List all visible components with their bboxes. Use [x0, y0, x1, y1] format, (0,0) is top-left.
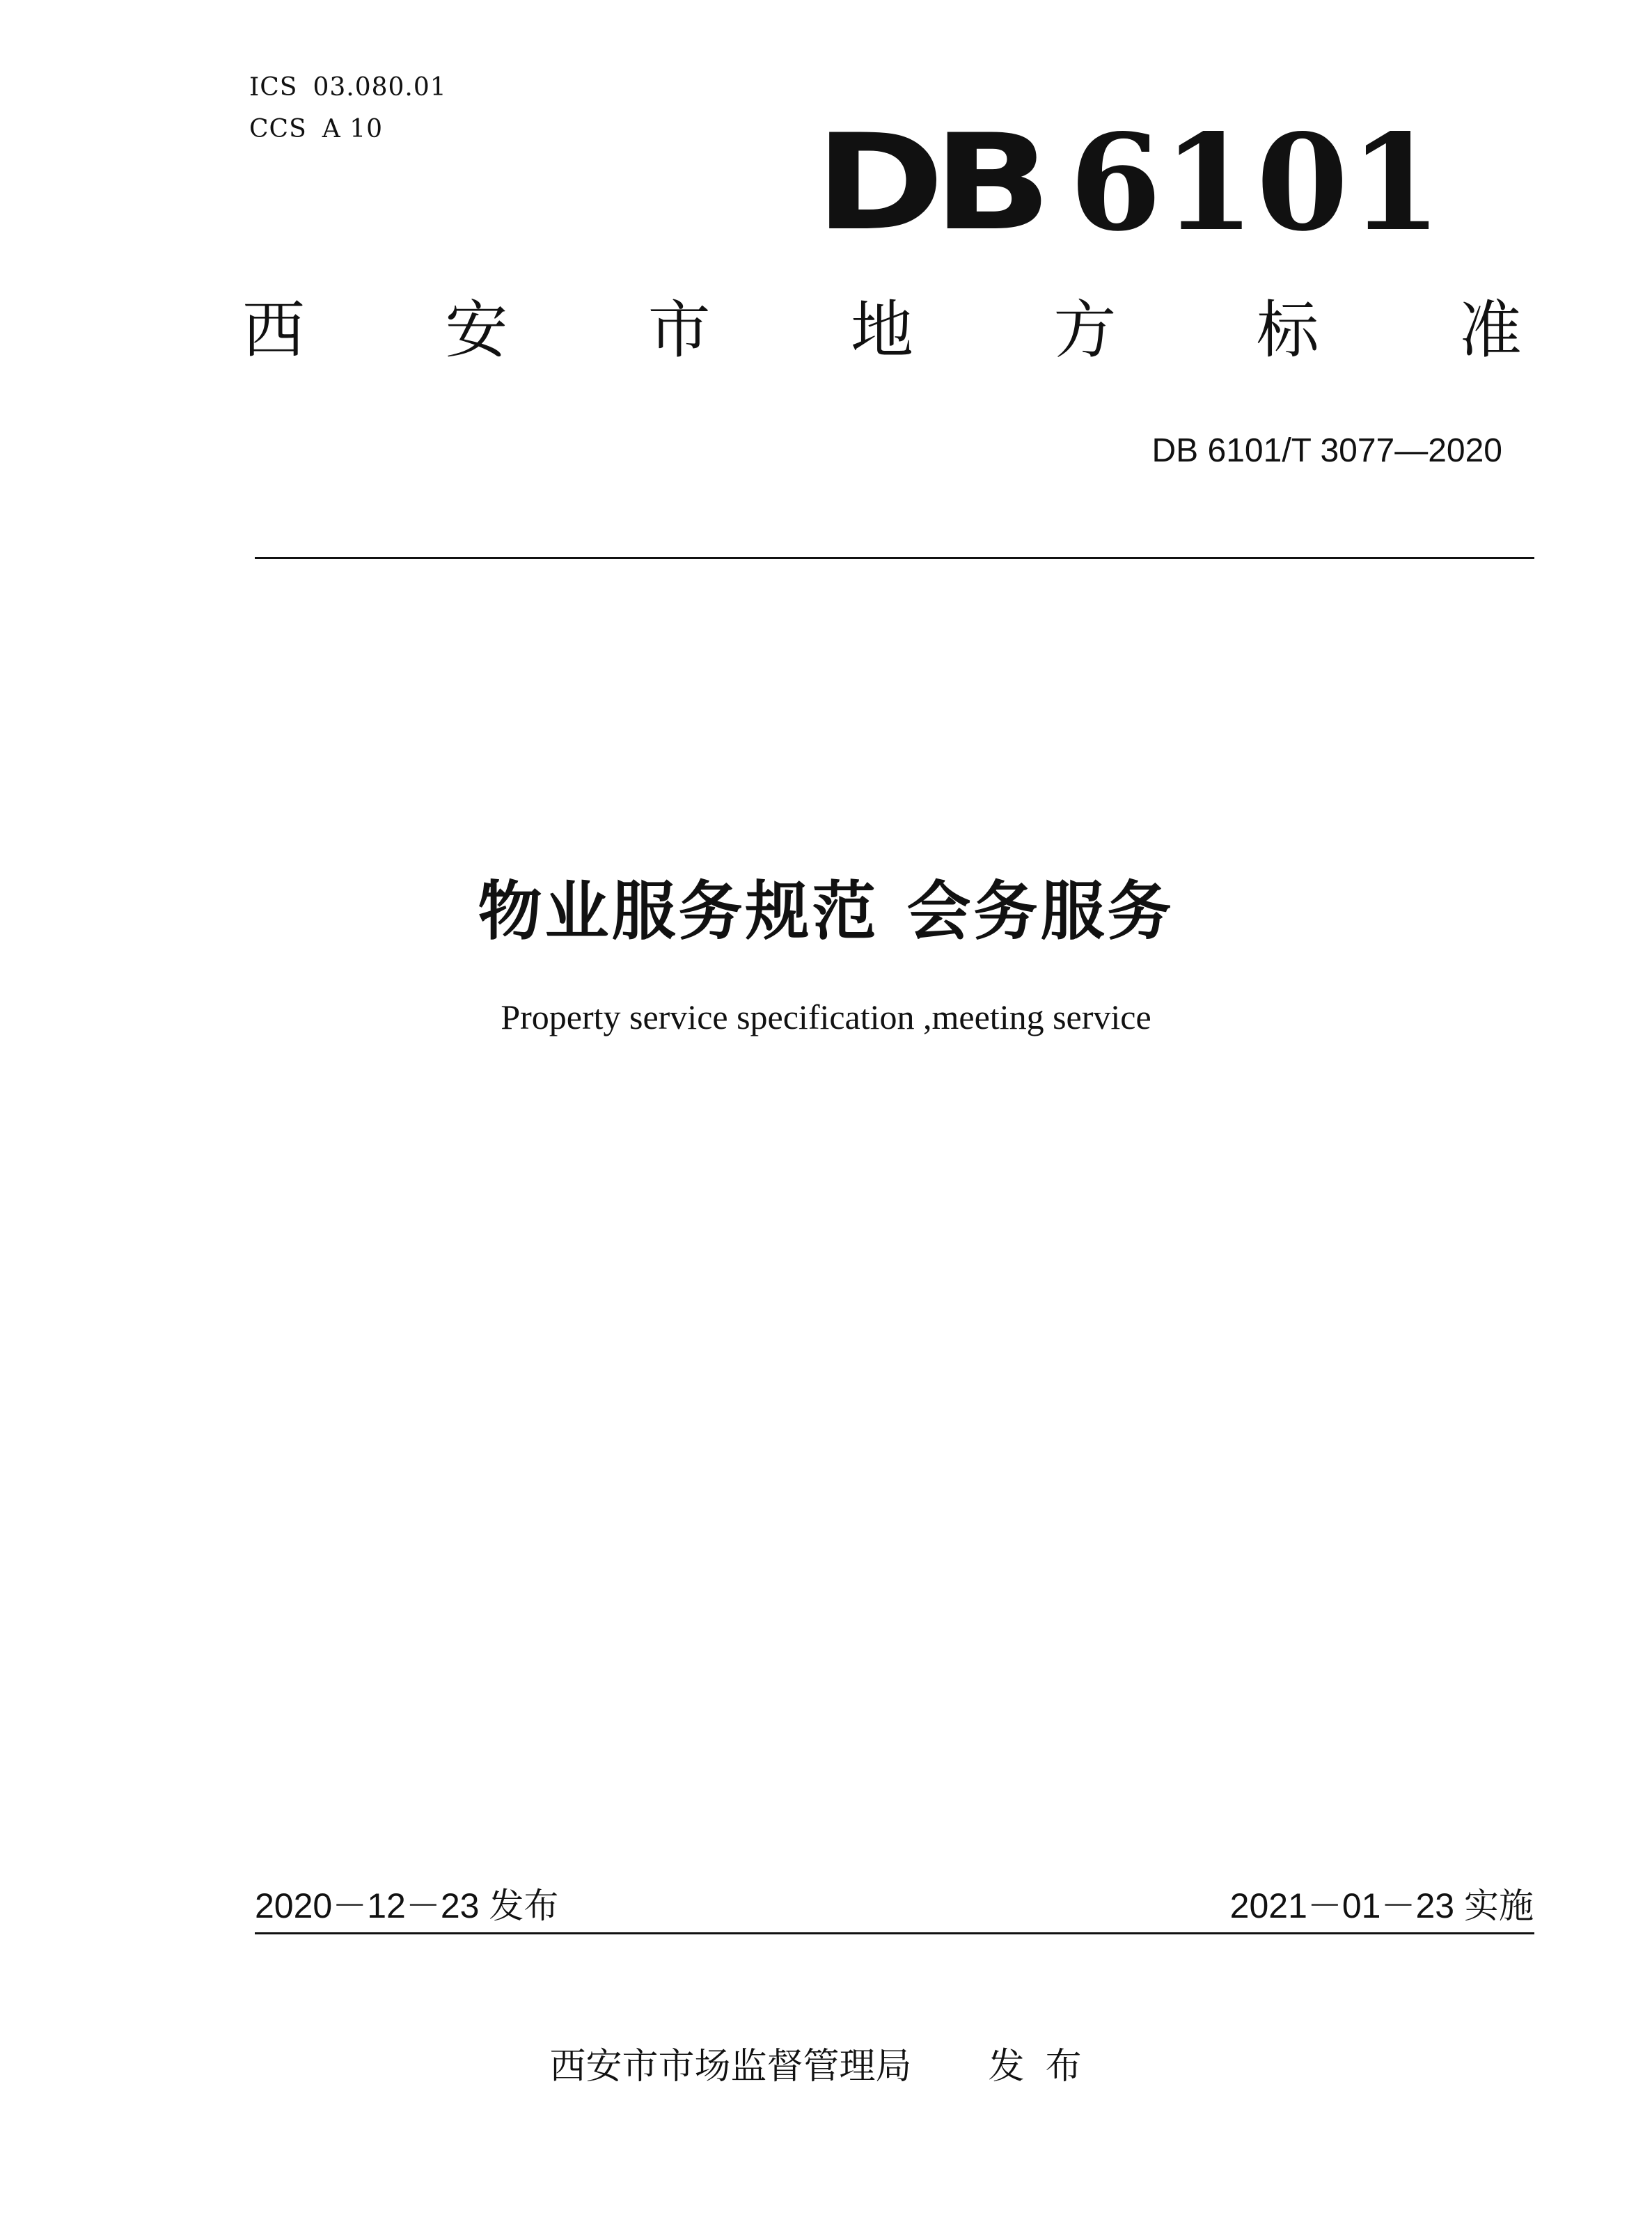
standard-mark-prefix: DB [815, 106, 1041, 260]
issuer-action: 发布 [988, 2046, 1103, 2088]
document-title [0, 860, 1652, 952]
standard-type-title [242, 294, 1522, 367]
ics-code [249, 73, 447, 102]
footer-divider [255, 1932, 1534, 1934]
ics-value: 03.080.01 [313, 73, 447, 102]
standard-type-char: 市 [647, 294, 711, 367]
standard-type-char: 西 [242, 294, 305, 367]
ics-label: ICS [249, 73, 298, 102]
title-part-2: 会务服务 [906, 874, 1174, 949]
publish-date: 2020－12－23 发布 [255, 1886, 559, 1925]
standard-type-char: 安 [445, 294, 508, 367]
standard-type-char: 标 [1256, 294, 1319, 367]
ccs-label: CCS [249, 115, 307, 143]
standard-type-char: 方 [1053, 294, 1117, 367]
english-title: Property service specification ,meeting service [501, 997, 1151, 1036]
standard-code: DB 6101/T 3077—2020 [1151, 432, 1502, 469]
standard-mark [815, 105, 1443, 260]
ccs-code [249, 115, 383, 143]
title-part-1: 物业服务规范 [478, 874, 879, 949]
header-divider [255, 557, 1534, 559]
standard-mark-number: 6101 [1069, 105, 1443, 260]
standard-type-char: 准 [1458, 294, 1522, 367]
ccs-value: A 10 [322, 115, 384, 143]
standard-type-char: 地 [850, 294, 913, 367]
implement-date: 2021－01－23 实施 [1229, 1886, 1534, 1925]
issuer-name: 西安市市场监督管理局 [549, 2046, 912, 2088]
issuer-line [0, 2037, 1652, 2089]
